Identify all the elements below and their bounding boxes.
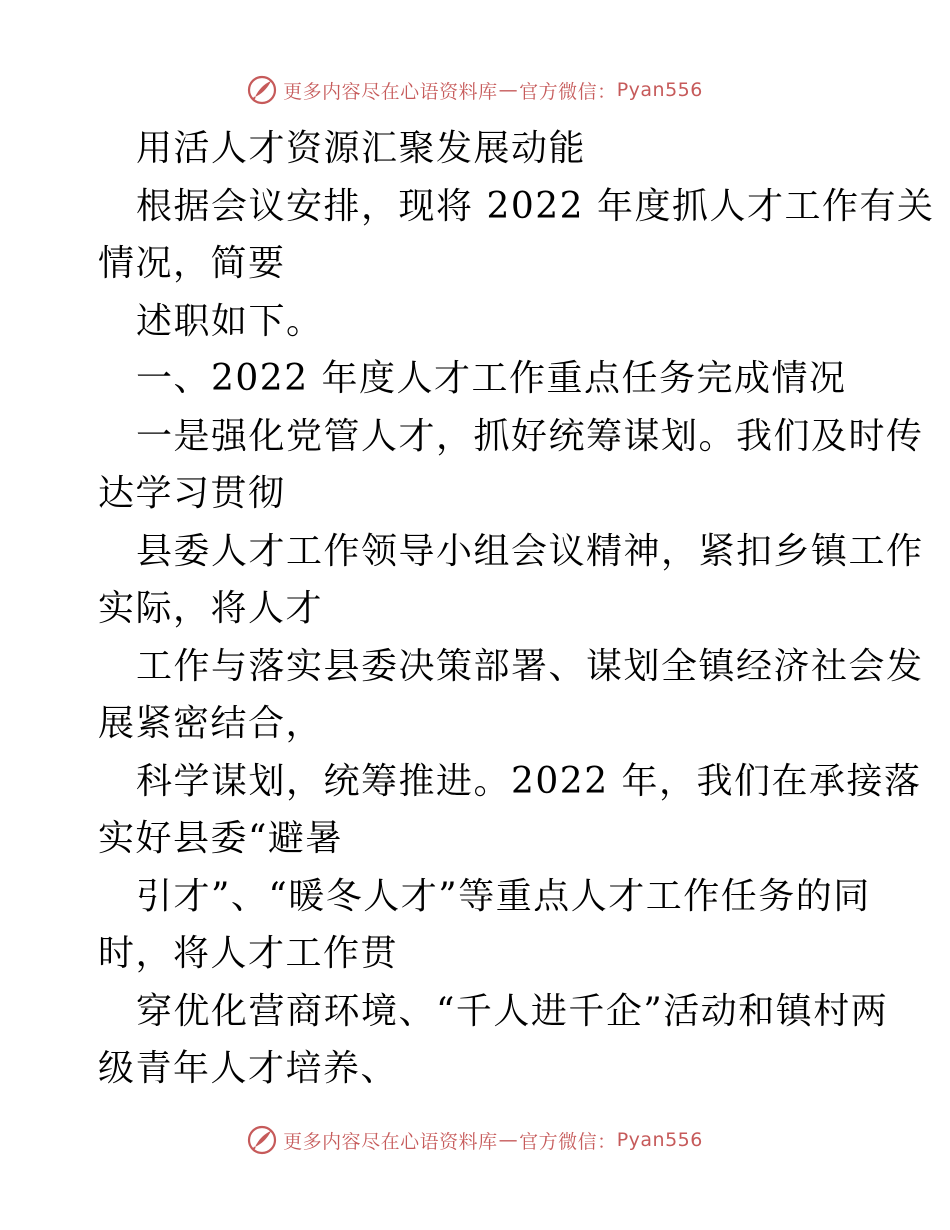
text-line: 一是强化党管人才，抓好统筹谋划。我们及时传 bbox=[136, 415, 924, 457]
text-line: 述职如下。 bbox=[136, 300, 324, 342]
text-line: 时，将人才工作贯 bbox=[98, 933, 399, 974]
document-body bbox=[98, 120, 935, 1098]
text-line: 展紧密结合， bbox=[98, 703, 324, 744]
footer-watermark bbox=[0, 1122, 950, 1158]
watermark-separator: — bbox=[498, 1129, 519, 1151]
text-line: 科学谋划，统筹推进。2022 年，我们在承接落 bbox=[136, 760, 922, 802]
text-line: 县委人才工作领导小组会议精神，紧扣乡镇工作 bbox=[136, 530, 924, 572]
text-line: 实际，将人才 bbox=[98, 588, 324, 629]
watermark-text: 更多内容尽在心语资料库 bbox=[283, 1130, 498, 1153]
watermark-id: Pyan556 bbox=[616, 1129, 703, 1151]
text-line: 情况，简要 bbox=[98, 243, 286, 284]
watermark-separator: — bbox=[498, 79, 519, 101]
header-watermark bbox=[0, 72, 950, 108]
text-line: 达学习贯彻 bbox=[98, 473, 286, 514]
text-line: 穿优化营商环境、“千人进千企”活动和镇村两 bbox=[136, 990, 889, 1032]
text-line: 工作与落实县委决策部署、谋划全镇经济社会发 bbox=[136, 645, 924, 687]
text-line: 引才”、“暖冬人才”等重点人才工作任务的同 bbox=[136, 875, 871, 917]
quill-logo-icon bbox=[247, 1125, 277, 1155]
text-line: 用活人才资源汇聚发展动能 bbox=[136, 128, 587, 169]
watermark-contact: 官方微信： bbox=[519, 80, 617, 103]
watermark-id: Pyan556 bbox=[616, 79, 703, 101]
text-line: 级青年人才培养、 bbox=[98, 1048, 399, 1089]
watermark-text: 更多内容尽在心语资料库 bbox=[283, 80, 498, 103]
text-line: 实好县委“避暑 bbox=[98, 818, 343, 859]
quill-logo-icon bbox=[247, 75, 277, 105]
text-line: 一、2022 年度人才工作重点任务完成情况 bbox=[136, 358, 847, 399]
text-line: 根据会议安排，现将 2022 年度抓人才工作有关 bbox=[136, 185, 935, 227]
watermark-contact: 官方微信： bbox=[519, 1130, 617, 1153]
